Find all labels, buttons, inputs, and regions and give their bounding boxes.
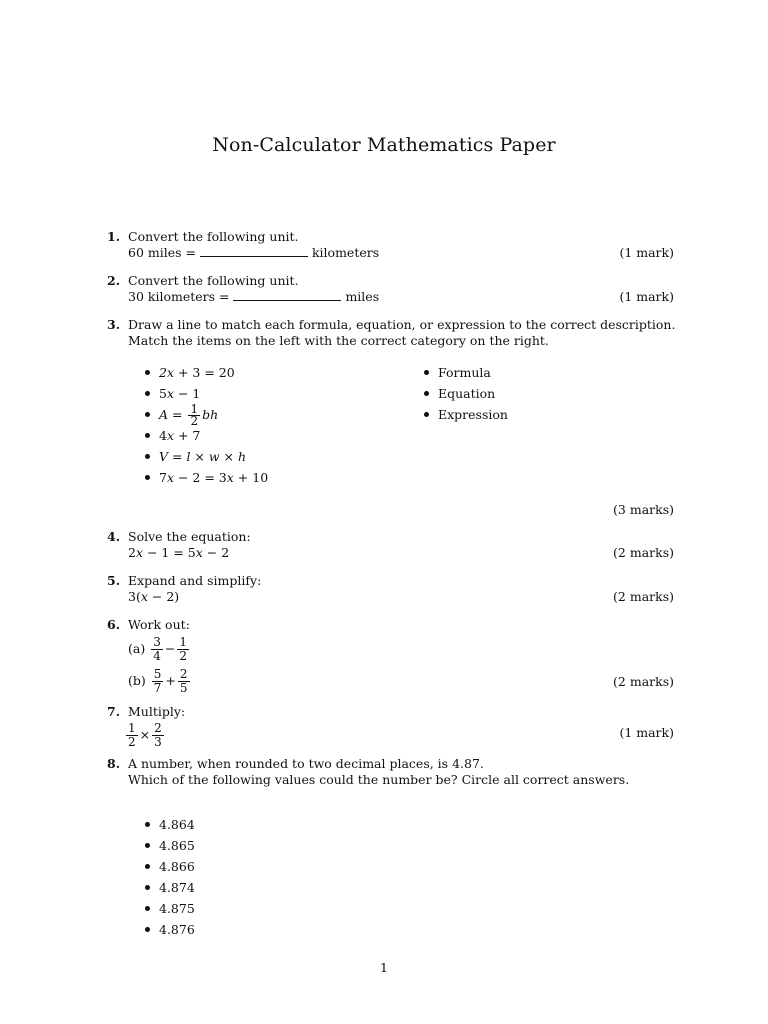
question-prompt: Convert the following unit.: [128, 229, 299, 244]
bullet-icon: [424, 370, 429, 375]
option-item[interactable]: 4.864: [128, 814, 195, 835]
option-item[interactable]: 4.875: [128, 898, 195, 919]
marks-label: (2 marks): [613, 674, 674, 689]
question-number: 6.: [107, 617, 121, 632]
list-item[interactable]: A = $\frac{1}{2}$ bh: [128, 404, 268, 425]
right-categories-list: [407, 362, 508, 425]
bullet-icon: [145, 885, 150, 890]
bullet-icon: [145, 927, 150, 932]
conversion-unit: kilometers: [311, 245, 380, 260]
marks-label: (2 marks): [613, 589, 674, 604]
bullet-icon: [145, 391, 150, 396]
question-prompt: Expand and simplify:: [128, 573, 262, 588]
question-7: [107, 704, 674, 752]
list-item[interactable]: Expression: [407, 404, 508, 425]
answer-blank[interactable]: [233, 289, 341, 301]
equation: 2x − 1 = 5x − 2: [128, 545, 230, 560]
list-item[interactable]: Equation: [407, 383, 508, 404]
list-item[interactable]: 5x − 1: [128, 383, 268, 404]
option-item[interactable]: 4.865: [128, 835, 195, 856]
conversion-lhs: 60 miles =: [128, 245, 196, 260]
bullet-icon: [145, 475, 150, 480]
question-number: 4.: [107, 529, 121, 544]
option-item[interactable]: 4.874: [128, 877, 195, 898]
conversion-lhs: 30 kilometers =: [128, 289, 230, 304]
marks-label: (3 marks): [613, 502, 674, 517]
question-6: [107, 617, 674, 701]
question-2: [107, 273, 674, 305]
list-item[interactable]: V = l × w × h: [128, 446, 268, 467]
question-8: [107, 756, 674, 946]
conversion-unit: miles: [345, 289, 380, 304]
question-4: [107, 529, 674, 561]
option-item[interactable]: 4.866: [128, 856, 195, 877]
part-a: (a) $\frac{3}{4}$ − $\frac{1}{2}$: [128, 634, 187, 663]
question-number: 8.: [107, 756, 121, 771]
bullet-icon: [145, 370, 150, 375]
list-item[interactable]: Formula: [407, 362, 508, 383]
marks-label: (1 mark): [619, 289, 674, 304]
bullet-icon: [424, 412, 429, 417]
bullet-icon: [145, 864, 150, 869]
left-items-list: [128, 362, 268, 488]
page-title: Non-Calculator Mathematics Paper: [212, 134, 556, 156]
bullet-icon: [145, 843, 150, 848]
list-item[interactable]: 2x + 3 = 20: [128, 362, 268, 383]
expression: $\frac{1}{2}$ × $\frac{2}{3}$: [128, 720, 162, 749]
question-number: 5.: [107, 573, 121, 588]
question-subprompt: Match the items on the left with the correct category on the right.: [128, 333, 549, 348]
question-3: [107, 317, 674, 527]
list-item[interactable]: 7x − 2 = 3x + 10: [128, 467, 268, 488]
question-number: 2.: [107, 273, 121, 288]
bullet-icon: [145, 822, 150, 827]
question-prompt: Convert the following unit.: [128, 273, 299, 288]
marks-label: (2 marks): [613, 545, 674, 560]
question-1: [107, 229, 674, 261]
question-prompt: Solve the equation:: [128, 529, 251, 544]
question-number: 3.: [107, 317, 121, 332]
answer-blank[interactable]: [200, 245, 308, 257]
options-list: [128, 814, 195, 940]
question-5: [107, 573, 674, 605]
option-item[interactable]: 4.876: [128, 919, 195, 940]
part-b: (b) $\frac{5}{7}$ + $\frac{2}{5}$: [128, 666, 188, 695]
bullet-icon: [424, 391, 429, 396]
question-prompt: Work out:: [128, 617, 190, 632]
expression: 3(x − 2): [128, 589, 180, 604]
bullet-icon: [145, 412, 150, 417]
bullet-icon: [145, 906, 150, 911]
question-number: 7.: [107, 704, 121, 719]
bullet-icon: [145, 454, 150, 459]
question-prompt: Draw a line to match each formula, equation, or expression to the correct description.: [128, 317, 676, 332]
question-prompt: Multiply:: [128, 704, 186, 719]
bullet-icon: [145, 433, 150, 438]
marks-label: (1 mark): [619, 245, 674, 260]
question-number: 1.: [107, 229, 121, 244]
list-item[interactable]: 4x + 7: [128, 425, 268, 446]
question-prompt: A number, when rounded to two decimal places, is 4.87.: [128, 756, 484, 771]
marks-label: (1 mark): [619, 725, 674, 740]
question-subprompt: Which of the following values could the number be? Circle all correct answers.: [128, 772, 630, 787]
page-number: 1: [380, 960, 388, 975]
